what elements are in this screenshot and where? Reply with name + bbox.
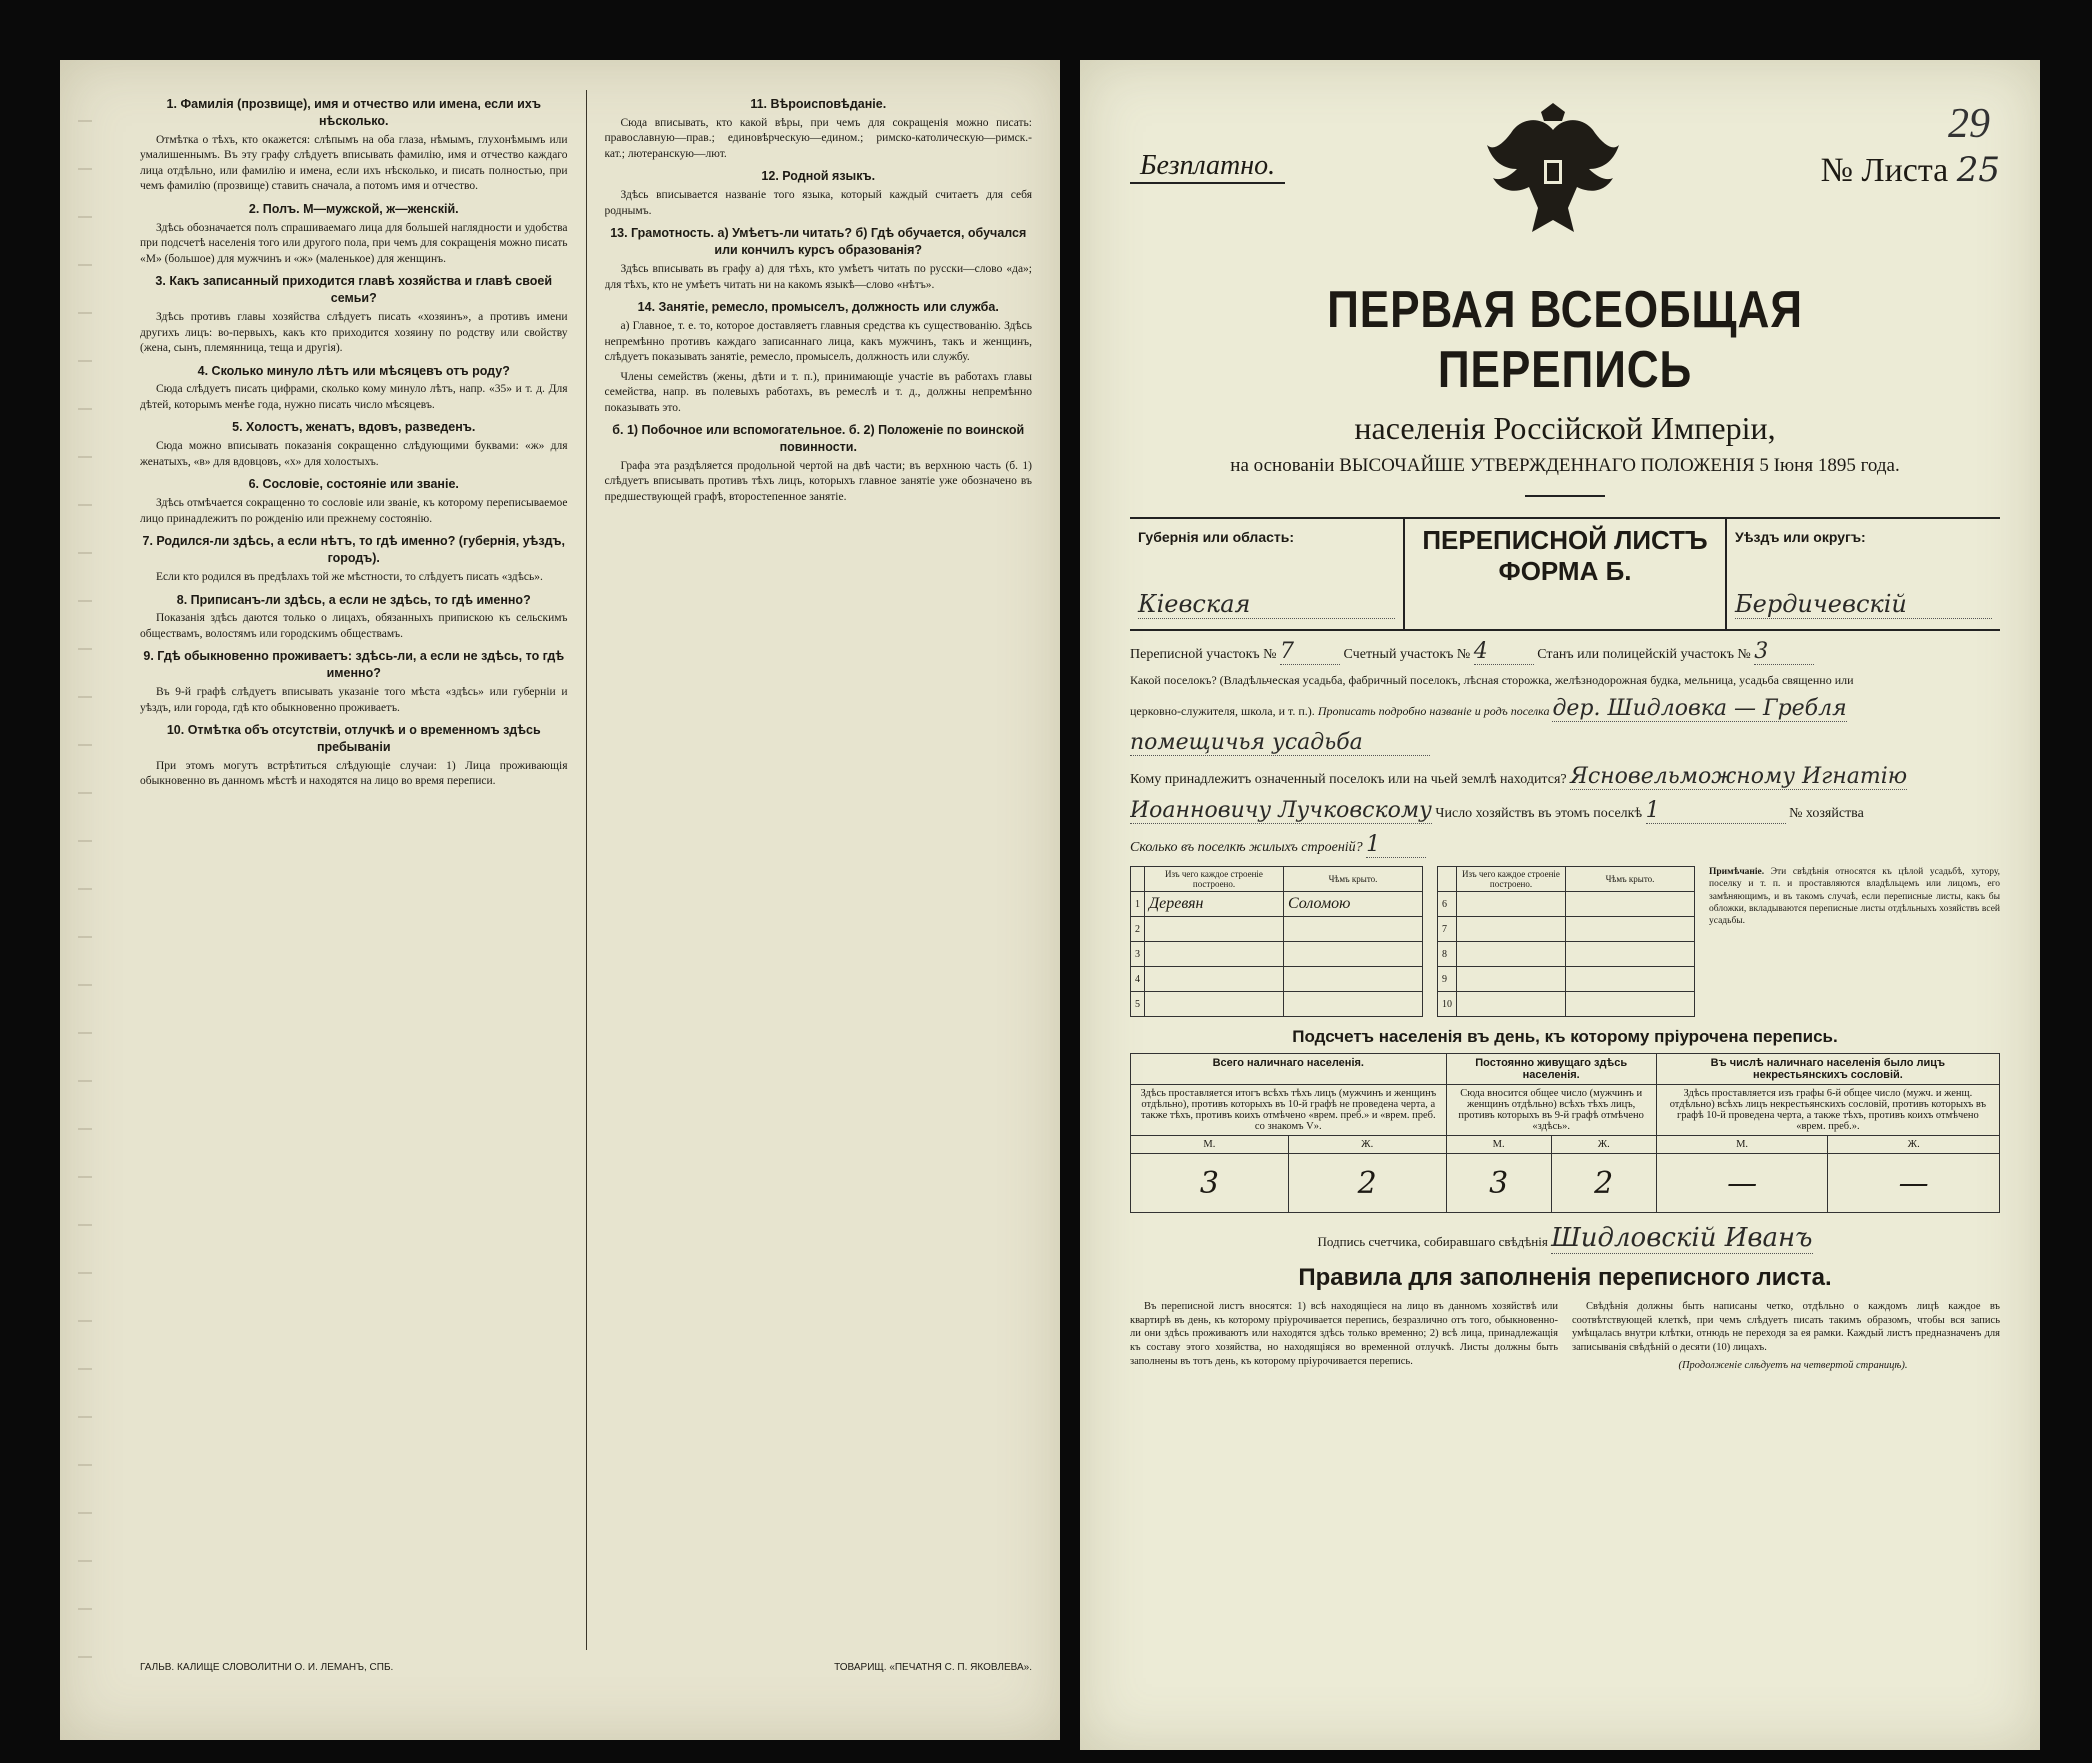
instruction-heading: 1. Фамилія (прозвище), имя и отчество или имена, если ихъ нѣсколько.	[166, 97, 541, 128]
separator-rule	[1525, 495, 1605, 497]
bldg-roof-value: Соломою	[1284, 892, 1423, 917]
police-district-label: Станъ или полицейскій участокъ №	[1537, 647, 1751, 662]
buildings-note-text: Эти свѣдѣнія относятся къ цѣлой усадьбѣ, хутору, поселку и т. п. и проставляются владѣльцемъ или лицомъ, его замѣняющимъ, и въ такомъ случаѣ, если переписные листы, какъ бы обложки, вкладываются переписные листы отдѣльныхъ хозяйствъ всей усадьбы.	[1709, 867, 2000, 927]
province-label: Губернія или область:	[1138, 529, 1295, 545]
resident-female-value: 2	[1551, 1154, 1656, 1213]
instruction-columns	[140, 90, 1032, 1650]
instruction-heading: 7. Родился-ли здѣсь, а если нѣтъ, то гдѣ именно? (губернія, уѣздъ, городъ).	[142, 534, 565, 566]
bldg-header-roof: Чѣмъ крыто.	[1566, 867, 1695, 892]
present-female-value: 2	[1288, 1154, 1446, 1213]
buildings-count-value: 1	[1366, 832, 1426, 858]
police-district-value: 3	[1754, 639, 1814, 665]
instruction-paragraph: Сюда можно вписывать показанія сокращенно слѣдующими буквами: «ж» для женатыхъ, «в» для вдовцовъ, «х» для холостыхъ.	[140, 440, 568, 468]
non-peasant-male-value: —	[1656, 1154, 1828, 1213]
instruction-paragraph: Сюда слѣдуетъ писать цифрами, сколько кому минуло лѣтъ, напр. «35» и т. д. Для дѣтей, которымъ менѣе года, нужно писать число мѣсяцевъ.	[140, 383, 568, 411]
column-divider	[586, 90, 587, 1650]
instruction-paragraph: Здѣсь отмѣчается сокращенно то сословіе или званіе, къ которому переписываемое лицо принадлежитъ по рожденію или прежнему состоянію.	[140, 497, 568, 525]
settlement-name-hint: Прописать подробно названіе и родъ поселка	[1317, 704, 1550, 718]
left-page-footer	[140, 1662, 1032, 1673]
instruction-paragraph: При этомъ могутъ встрѣтиться слѣдующіе случаи: 1) Лица проживающія обыкновенно въ данномъ мѣстѣ и находятся на лицо во время переписи.	[140, 759, 568, 788]
settlement-kind-line	[1130, 730, 2000, 756]
household-number-label: № хозяйства	[1789, 806, 1864, 821]
left-page-instructions	[60, 60, 1060, 1740]
count-text-resident: Сюда вносится общее число (мужчинъ и женщинъ отдѣльно) всѣхъ тѣхъ лицъ, противъ которыхъ въ 9-й графѣ отмѣчено «здѣсь».	[1446, 1085, 1656, 1136]
double-headed-eagle-emblem	[1478, 100, 1628, 250]
continuation-note: (Продолженіе слѣдуетъ на четвертой страницѣ).	[1678, 1359, 1908, 1371]
table-row: 4	[1131, 967, 1423, 992]
sheet-number-label: № Листа	[1820, 152, 1949, 189]
buildings-count-label: Сколько въ поселкѣ жилыхъ строеній?	[1130, 840, 1363, 855]
instruction-paragraph: Здѣсь вписывается названіе того языка, который каждый считаетъ для себя роднымъ.	[604, 189, 1032, 217]
buildings-note	[1709, 866, 2000, 1017]
count-text-present: Здѣсь проставляется итогъ всѣхъ тѣхъ лицъ (мужчинъ и женщинъ отдѣльно), противъ которыхъ въ 10-й графѣ не проведена черта, а также тѣхъ, противъ коихъ отмѣчено «врем. преб.» и «врем. преб. со знакомъ V».	[1131, 1085, 1447, 1136]
table-row: 2	[1131, 917, 1423, 942]
buildings-note-title: Примѣчаніе.	[1709, 867, 1765, 877]
bldg-header-roof: Чѣмъ крыто.	[1284, 867, 1423, 892]
enumerator-signature: Шидловскій Иванъ	[1551, 1223, 1813, 1253]
census-section-line	[1130, 639, 2000, 665]
instruction-heading: 12. Родной языкъ.	[761, 169, 876, 184]
instruction-heading: 6. Сословіе, состояніе или званіе.	[248, 477, 459, 492]
male-header: М.	[1656, 1136, 1828, 1154]
right-page-census-form	[1080, 60, 2040, 1750]
instruction-paragraph: Графа эта раздѣляется продольной чертой на двѣ части; въ верхнюю часть (б. 1) слѣдуетъ вписывать противъ тѣхъ лицъ, которыхъ главное занятіе уже обозначено въ предшествующей графѣ, второстепенное занятіе.	[604, 459, 1032, 503]
buildings-count-line	[1130, 832, 2000, 858]
female-header: Ж.	[1288, 1136, 1446, 1154]
document-subtitle: населенія Россійской Имперіи,	[1354, 410, 1776, 446]
legal-basis: на основаніи ВЫСОЧАЙШЕ УТВЕРЖДЕННАГО ПОЛОЖЕНІЯ 5 Іюня 1895 года.	[1230, 455, 1900, 476]
instruction-paragraph: Отмѣтка о тѣхъ, кто окажется: слѣпымъ на оба глаза, нѣмымъ, глухонѣмымъ или умалишеннымъ. Въ эту графу слѣдуетъ вписывать фамилію, имя и отчество каждаго лица отдѣльно, или фамилію и имена, если ихъ нѣсколько, и писать полностью, при чемъ фамилію (прозвище) ставить сначала, а потомъ имя и отчество.	[140, 133, 568, 193]
signature-label: Подпись счетчика, собиравшаго свѣдѣнія	[1317, 1234, 1548, 1249]
buildings-section	[1130, 866, 2000, 1017]
printer-credit-right: ТОВАРИЩ. «ПЕЧАТНЯ С. П. ЯКОВЛЕВА».	[834, 1662, 1032, 1673]
rules-column-left: Въ переписной листъ вносятся: 1) всѣ находящіеся на лицо въ данномъ хозяйствѣ или квартирѣ въ день, къ которому пріурочивается перепись, безразлично отъ того, обыкновенно-ли они здѣсь проживаютъ или находятся здѣсь только временно; 2) всѣ лица, принадлежащія къ составу этого хозяйства, но находящіяся во временной отлучкѣ. Листы должны быть заполнены въ тотъ день, къ которому пріурочивается перепись.	[1130, 1301, 1558, 1367]
form-title: ПЕРЕПИСНОЙ ЛИСТЪ	[1422, 525, 1708, 555]
resident-male-value: 3	[1446, 1154, 1551, 1213]
owner-line	[1130, 764, 2000, 790]
table-row: 10	[1438, 992, 1695, 1017]
settlement-name-value: дер. Шидловка — Гребля	[1552, 696, 1847, 721]
instruction-heading: б. 1) Побочное или вспомогательное. б. 2) Положеніе по воинской повинности.	[612, 423, 1025, 454]
instruction-heading: 3. Какъ записанный приходится главѣ хозяйства и главѣ своей семьи?	[155, 274, 553, 306]
instruction-heading: 14. Занятіе, ремесло, промыселъ, должность или служба.	[637, 300, 999, 315]
district-label: Уѣздъ или округъ:	[1735, 529, 1866, 545]
rules-column-right: Свѣдѣнія должны быть написаны четко, отдѣльно о каждомъ лицѣ каждое въ соотвѣтствующей клеткѣ, при чемъ слѣдуетъ писать такимъ образомъ, чтобы вся запись умѣщалась внутри клѣтки, отнюдь не переходя за ея рамки. Каждый листъ предназначенъ для записыванія свѣдѣній о десяти (10) лицахъ. (Продолженіе слѣдуетъ на четвертой страницѣ).	[1572, 1301, 2000, 1371]
table-row: 7	[1438, 917, 1695, 942]
enumerator-signature-line	[1130, 1223, 2000, 1254]
instruction-heading: 9. Гдѣ обыкновенно проживаетъ: здѣсь-ли, а если не здѣсь, то гдѣ именно?	[143, 649, 565, 681]
female-header: Ж.	[1828, 1136, 2000, 1154]
table-row: 1 Деревян Соломою	[1131, 892, 1423, 917]
instruction-paragraph: Если кто родился въ предѣлахъ той же мѣстности, то слѣдуетъ писать «здѣсь».	[156, 571, 543, 583]
archive-number-handwritten: 29	[1948, 101, 1990, 147]
census-section-value: 7	[1280, 639, 1340, 665]
instruction-paragraph: Члены семействъ (жены, дѣти и т. п.), принимающіе участіе въ работахъ главы семейства, напр. въ полевыхъ работахъ, въ ремеслѣ и т. д., должны непремѣнно показывать это.	[604, 370, 1032, 414]
free-label: Безплатно.	[1130, 150, 1285, 184]
instruction-column-2	[605, 90, 1033, 1650]
population-count-table	[1130, 1053, 2000, 1213]
owner-value-1: Ясновельможному Игнатію	[1570, 764, 1908, 789]
households-count-value: 1	[1646, 798, 1786, 824]
table-row: 3	[1131, 942, 1423, 967]
count-header-non-peasant: Въ числѣ наличнаго населенія было лицъ некрестьянскихъ сословій.	[1656, 1054, 1999, 1085]
instruction-heading: 2. Полъ. М—мужской, ж—женскій.	[248, 201, 459, 216]
settlement-kind-value: помещичья усадьба	[1130, 730, 1430, 756]
count-text-non-peasant: Здѣсь проставляется изъ графы 6-й общее число (мужч. и женщ. отдѣльно) всѣхъ лицъ некрестьянскихъ сословій, противъ которыхъ въ графѣ 10-й проведена черта, а также тѣхъ, противъ коихъ отмѣчено «врем. преб.».	[1656, 1085, 1999, 1136]
instruction-heading: 5. Холостъ, женатъ, вдовъ, разведенъ.	[232, 420, 476, 435]
settlement-name-line	[1130, 696, 2000, 722]
instruction-paragraph: Здѣсь обозначается полъ спрашиваемаго лица для большей наглядности и удобства при подсчетѣ населенія того или другого пола, при чемъ для сокращенія можно писать «М» (большое) для мужчинъ и «ж» (маленькое) для женщинъ.	[140, 221, 568, 265]
page-ruler-marks	[78, 120, 92, 1680]
form-title-cell	[1403, 519, 1727, 629]
instruction-heading: 10. Отмѣтка объ отсутствіи, отлучкѣ и о временномъ здѣсь пребываніи	[166, 723, 541, 755]
present-male-value: 3	[1131, 1154, 1289, 1213]
district-value: Бердичевскій	[1735, 590, 1992, 619]
owner-label: Кому принадлежитъ означенный поселокъ или на чьей землѣ находится?	[1130, 772, 1567, 787]
owner-value-2: Иоанновичу Лучковскому	[1130, 798, 1432, 823]
form-header-row	[1130, 100, 2000, 250]
bldg-material-value: Деревян	[1145, 892, 1284, 917]
count-section-value: 4	[1474, 639, 1534, 665]
rules-text	[1130, 1300, 2000, 1376]
sheet-number	[1820, 101, 2000, 190]
instruction-paragraph: а) Главное, т. е. то, которое доставляетъ главныя средства къ существованію. Здѣсь непремѣнно противъ каждаго записаннаго лица, какъ мужчинъ, такъ и женщинъ, слѣдуетъ показывать занятіе, ремесло, промыселъ, должность или службу.	[604, 319, 1032, 364]
instruction-paragraph: Сюда вписывать, кто какой вѣры, при чемъ для сокращенія можно писать: православную—прав.; единовѣрческую—едином.; римско-католическую—римск.-кат.; лютеранскую—лют.	[604, 116, 1032, 160]
sheet-number-handwritten: 25	[1956, 150, 2000, 190]
population-count-title: Подсчетъ населенія въ день, къ которому пріурочена перепись.	[1292, 1027, 1838, 1046]
female-header: Ж.	[1551, 1136, 1656, 1154]
bldg-header-material: Изъ чего каждое строеніе построено.	[1145, 867, 1284, 892]
province-cell	[1130, 519, 1403, 629]
printer-credit-left: ГАЛЬВ. КАЛИЩЕ СЛОВОЛИТНИ О. И. ЛЕМАНЪ, СПБ.	[140, 1662, 394, 1673]
instruction-heading: 11. Вѣроисповѣданіе.	[750, 97, 887, 111]
province-value: Кіевская	[1138, 590, 1395, 619]
instruction-heading: 13. Грамотность. а) Умѣетъ-ли читать? б) Гдѣ обучается, обучался или кончилъ курсъ образованія?	[610, 226, 1027, 258]
instruction-paragraph: Показанія здѣсь даются только о лицахъ, обязанныхъ припискою къ сельскимъ обществамъ, волостямъ или городскимъ обществамъ.	[140, 612, 568, 640]
instruction-heading: 8. Приписанъ-ли здѣсь, а если не здѣсь, то гдѣ именно?	[176, 592, 531, 607]
district-cell	[1727, 519, 2000, 629]
instruction-heading: 4. Сколько минуло лѣтъ или мѣсяцевъ отъ роду?	[197, 363, 510, 378]
table-row: 9	[1438, 967, 1695, 992]
settlement-type-line: Какой поселокъ? (Владѣльческая усадьба, фабричный поселокъ, лѣсная сторожка, желѣзнодорожная будка, мельница, усадьба священно или	[1130, 673, 1854, 687]
rules-title: Правила для заполненія переписного листа.	[1298, 1264, 1832, 1291]
form-subtitle: ФОРМА Б.	[1498, 556, 1632, 586]
settlement-name-label: церковно-служителя, школа, и т. п.).	[1130, 704, 1315, 718]
document-title: ПЕРВАЯ ВСЕОБЩАЯ ПЕРЕПИСЬ	[1327, 281, 1803, 399]
male-header: М.	[1446, 1136, 1551, 1154]
form-identification-box	[1130, 517, 2000, 631]
count-header-resident: Постоянно живущаго здѣсь населенія.	[1446, 1054, 1656, 1085]
buildings-table-right	[1437, 866, 1695, 1017]
male-header: М.	[1131, 1136, 1289, 1154]
table-row: 6	[1438, 892, 1695, 917]
households-count-label: Число хозяйствъ въ этомъ поселкѣ	[1435, 806, 1643, 821]
buildings-table-left	[1130, 866, 1423, 1017]
census-section-label: Переписной участокъ №	[1130, 647, 1277, 662]
instruction-column-1	[140, 90, 568, 1650]
table-row: 5	[1131, 992, 1423, 1017]
instruction-paragraph: Здѣсь вписывать въ графу а) для тѣхъ, кто умѣетъ читать по русски—слово «да»; для тѣхъ, кто не умѣетъ читать ни на какомъ языкѣ—слово «нѣтъ».	[604, 263, 1032, 291]
count-section-label: Счетный участокъ №	[1343, 647, 1471, 662]
table-row: 8	[1438, 942, 1695, 967]
count-header-present: Всего наличнаго населенія.	[1131, 1054, 1447, 1085]
non-peasant-female-value: —	[1828, 1154, 2000, 1213]
instruction-paragraph: Здѣсь противъ главы хозяйства слѣдуетъ писать «хозяинъ», а противъ имени другихъ лицъ: во-первыхъ, какъ кто приходится хозяину по родству или свойству (жена, сынъ, племянница, теща и другія).	[140, 310, 568, 355]
bldg-header-material: Изъ чего каждое строеніе построено.	[1457, 867, 1566, 892]
instruction-paragraph: Въ 9-й графѣ слѣдуетъ вписывать указаніе того мѣста «здѣсь» или губерніи и уѣздъ, или города, гдѣ кто обыкновенно проживаетъ.	[140, 686, 568, 714]
owner-continued-line	[1130, 798, 2000, 824]
